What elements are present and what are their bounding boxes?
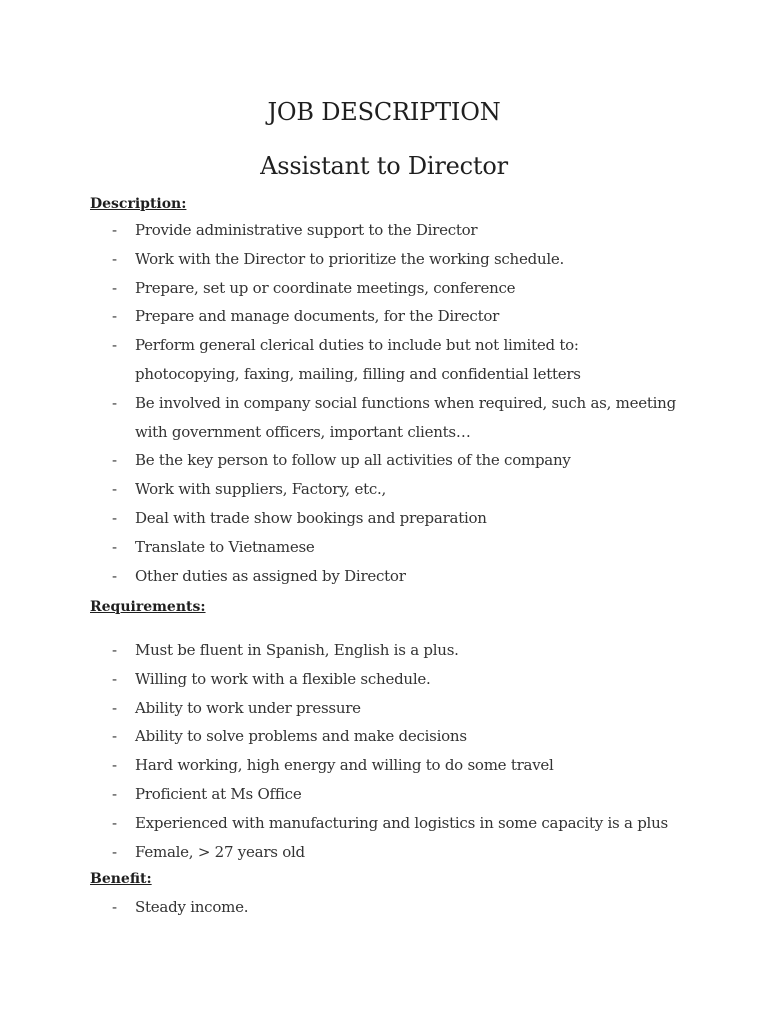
list-item: [0, 216, 768, 245]
bullet-dash: -: [112, 842, 117, 861]
bullet-dash: -: [112, 669, 117, 688]
bullet-dash: -: [112, 566, 117, 585]
list-item-text: Female, > 27 years old: [135, 842, 305, 861]
list-item: [0, 694, 768, 723]
bullet-dash: -: [112, 480, 117, 499]
list-item: [0, 809, 768, 838]
bullet-dash: -: [112, 756, 117, 775]
bullet-dash: -: [112, 698, 117, 717]
bullet-dash: -: [112, 537, 117, 556]
description-list: [0, 216, 768, 590]
list-item-text: Prepare, set up or coordinate meetings, conference: [135, 278, 516, 297]
list-item: [0, 331, 768, 389]
benefit-heading: Benefit:: [90, 871, 152, 887]
list-item-text: Perform general clerical duties to include but not limited to: photocopying, faxing, mailing, filling and confidential letters: [135, 336, 581, 383]
list-item: [0, 838, 768, 867]
list-item-text: Steady income.: [135, 898, 249, 916]
list-item-text: Provide administrative support to the Director: [135, 221, 478, 239]
list-item: [0, 274, 768, 303]
list-item-text: Ability to solve problems and make decisions: [135, 727, 467, 746]
document-title: JOB DESCRIPTION: [267, 98, 501, 126]
list-item: [0, 533, 768, 562]
list-item-text: Ability to work under pressure: [135, 698, 361, 717]
list-item-text: Be involved in company social functions when required, such as, meeting with government officers, important clients…: [135, 393, 676, 441]
bullet-dash: -: [112, 393, 117, 412]
list-item: [0, 475, 768, 504]
bullet-dash: -: [112, 451, 117, 470]
bullet-dash: -: [112, 813, 117, 832]
bullet-dash: -: [112, 784, 117, 803]
bullet-dash: -: [112, 221, 117, 239]
list-item-text: Deal with trade show bookings and preparation: [135, 508, 487, 527]
list-item-text: Proficient at Ms Office: [135, 784, 302, 803]
requirements-list: [0, 636, 768, 866]
list-item: [0, 751, 768, 780]
bullet-dash: -: [112, 898, 117, 916]
requirements-heading: Requirements:: [90, 599, 206, 615]
list-item: [0, 893, 768, 922]
list-item-text: Hard working, high energy and willing to do some travel: [135, 756, 554, 775]
list-item: [0, 504, 768, 533]
list-item: [0, 389, 768, 447]
list-item: [0, 780, 768, 809]
list-item: [0, 562, 768, 591]
list-item-text: Translate to Vietnamese: [135, 537, 315, 556]
list-item: [0, 302, 768, 331]
list-item-text: Experienced with manufacturing and logistics in some capacity is a plus: [135, 813, 668, 832]
bullet-dash: -: [112, 278, 117, 297]
bullet-dash: -: [112, 508, 117, 527]
list-item-text: Work with suppliers, Factory, etc.,: [135, 480, 387, 499]
list-item-text: Must be fluent in Spanish, English is a plus.: [135, 641, 459, 659]
bullet-dash: -: [112, 307, 117, 326]
benefit-list: [0, 893, 768, 922]
list-item: [0, 446, 768, 475]
list-item: [0, 665, 768, 694]
list-item: [0, 245, 768, 274]
document-subtitle: Assistant to Director: [260, 152, 508, 180]
list-item-text: Other duties as assigned by Director: [135, 566, 406, 585]
bullet-dash: -: [112, 336, 117, 355]
list-item-text: Prepare and manage documents, for the Director: [135, 307, 500, 326]
bullet-dash: -: [112, 249, 117, 268]
list-item: [0, 636, 768, 665]
list-item-text: Work with the Director to prioritize the working schedule.: [135, 249, 565, 268]
bullet-dash: -: [112, 727, 117, 746]
list-item: [0, 722, 768, 751]
description-heading: Description:: [90, 196, 187, 212]
list-item-text: Be the key person to follow up all activities of the company: [135, 451, 571, 470]
list-item-text: Willing to work with a flexible schedule.: [135, 669, 431, 688]
bullet-dash: -: [112, 641, 117, 659]
